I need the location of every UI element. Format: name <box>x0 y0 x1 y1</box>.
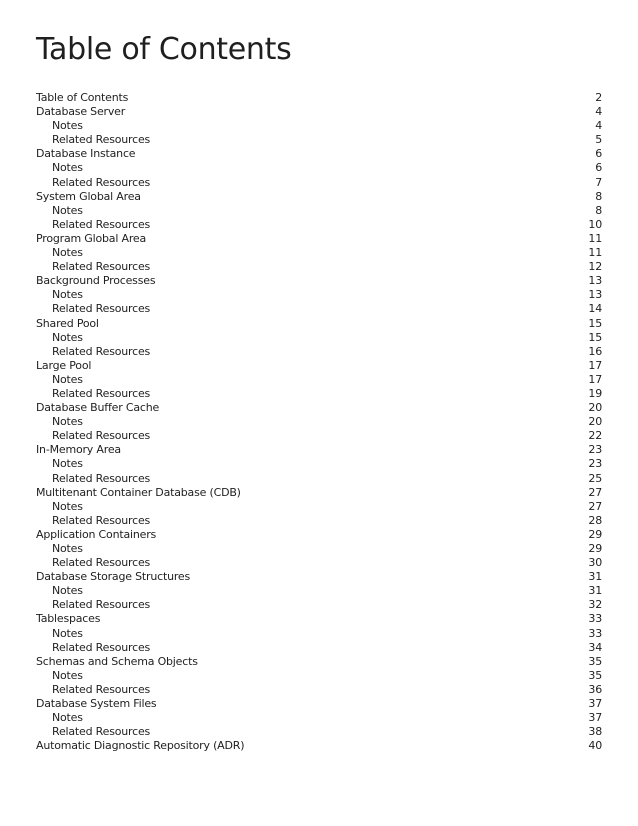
toc-entry-label: Notes <box>52 668 83 682</box>
toc-entry-label: Related Resources <box>52 133 151 147</box>
toc-entry-label: Notes <box>52 457 83 471</box>
toc-entry-label: Schemas and Schema Objects <box>36 654 198 668</box>
toc-entry-label: Background Processes <box>36 274 156 288</box>
toc-entry-label: Tablespaces <box>36 612 101 626</box>
toc-entry-label: Shared Pool <box>36 316 99 330</box>
toc-entry-label: Notes <box>52 288 83 302</box>
toc-page-number: 37 <box>588 711 602 725</box>
toc-page-number: 36 <box>588 682 602 696</box>
toc-page-number: 8 <box>595 203 602 217</box>
toc-page-number: 31 <box>588 584 602 598</box>
toc-page-number: 33 <box>588 626 602 640</box>
toc-subentry[interactable] <box>36 161 602 175</box>
toc-entry-label: Table of Contents <box>36 91 129 104</box>
toc-entry-label: Related Resources <box>52 725 151 739</box>
toc-page-number: 8 <box>595 189 602 203</box>
toc-entry-label: Related Resources <box>52 556 151 570</box>
toc-page-number: 28 <box>588 513 602 527</box>
toc-entry[interactable] <box>36 486 602 500</box>
toc-entry[interactable] <box>36 147 602 161</box>
toc-page-number: 33 <box>588 612 602 626</box>
toc-subentry[interactable] <box>36 711 602 725</box>
toc-entry-label: Related Resources <box>52 302 151 316</box>
page-title: Table of Contents <box>36 32 292 67</box>
toc-entry[interactable] <box>36 91 602 105</box>
toc-page-number: 17 <box>588 358 602 372</box>
toc-page-number: 20 <box>588 415 602 429</box>
toc-entry-label: Notes <box>52 499 83 513</box>
toc-page-number: 27 <box>588 485 602 499</box>
toc-page-number: 30 <box>588 556 602 570</box>
toc-entry[interactable] <box>36 190 602 204</box>
toc-page-number: 6 <box>595 147 602 161</box>
toc-page-number: 20 <box>588 401 602 415</box>
toc-entry-label: Notes <box>52 542 83 555</box>
toc-entry-label: Related Resources <box>52 598 151 612</box>
toc-page-number: 16 <box>588 344 602 358</box>
toc-page-number: 17 <box>588 372 602 386</box>
toc-subentry[interactable] <box>36 457 602 471</box>
toc-entry[interactable] <box>36 739 602 753</box>
toc-page-number: 14 <box>588 302 602 316</box>
toc-page-number: 29 <box>588 527 602 541</box>
toc-entry-label: Notes <box>52 711 83 725</box>
toc-page-number: 15 <box>588 316 602 330</box>
toc-entry-label: Database Storage Structures <box>36 570 191 584</box>
toc-subentry[interactable] <box>36 429 602 443</box>
toc-entry-label: Notes <box>52 584 83 598</box>
toc-page-number: 25 <box>588 471 602 485</box>
toc-subentry[interactable] <box>36 302 602 316</box>
toc-entry-label: Program Global Area <box>36 231 147 245</box>
toc-entry[interactable] <box>36 232 602 246</box>
toc-entry-label: In-Memory Area <box>36 443 121 457</box>
toc-subentry[interactable] <box>36 260 602 274</box>
toc-subentry[interactable] <box>36 218 602 232</box>
toc-entry-label: Notes <box>52 415 83 429</box>
toc-page-number: 6 <box>595 161 602 175</box>
toc-entry-label: Related Resources <box>52 682 151 696</box>
toc-entry[interactable] <box>36 612 602 626</box>
toc-entry-label: Multitenant Container Database (CDB) <box>36 485 241 499</box>
toc-page-number: 5 <box>595 133 602 147</box>
toc-entry[interactable] <box>36 105 602 119</box>
toc-subentry[interactable] <box>36 176 602 190</box>
toc-page-number: 37 <box>588 697 602 711</box>
toc-entry-label: Related Resources <box>52 640 151 654</box>
toc-subentry[interactable] <box>36 133 602 147</box>
toc-subentry[interactable] <box>36 598 602 612</box>
toc-page-number: 29 <box>588 542 602 555</box>
toc-entry[interactable] <box>36 528 602 542</box>
toc-entry-label: Database Buffer Cache <box>36 401 160 415</box>
toc-entry-label: Database Server <box>36 105 126 119</box>
toc-entry-label: Related Resources <box>52 386 151 400</box>
toc-subentry[interactable] <box>36 345 602 359</box>
toc-entry-label: Notes <box>52 372 83 386</box>
toc-subentry[interactable] <box>36 500 602 514</box>
toc-page-number: 4 <box>595 105 602 119</box>
toc-page-number: 23 <box>588 457 602 471</box>
toc-entry-label: Database System Files <box>36 697 157 711</box>
toc-page-number: 27 <box>588 499 602 513</box>
toc-entry-label: Notes <box>52 626 83 640</box>
toc-subentry[interactable] <box>36 246 602 260</box>
toc-subentry[interactable] <box>36 204 602 218</box>
toc-entry-label: Related Resources <box>52 513 151 527</box>
toc-page-number: 19 <box>588 386 602 400</box>
toc-page-number: 31 <box>588 570 602 584</box>
toc-entry[interactable] <box>36 317 602 331</box>
toc-subentry[interactable] <box>36 373 602 387</box>
toc-entry-label: Notes <box>52 330 83 344</box>
toc-subentry[interactable] <box>36 556 602 570</box>
toc-subentry[interactable] <box>36 514 602 528</box>
toc-entry-label: Notes <box>52 161 83 175</box>
toc-page-number: 12 <box>588 260 602 274</box>
toc-entry-label: Related Resources <box>52 471 151 485</box>
toc-page-number: 23 <box>588 443 602 457</box>
toc-page-number: 11 <box>588 246 602 260</box>
toc-entry-label: Database Instance <box>36 147 136 161</box>
toc-subentry[interactable] <box>36 119 602 133</box>
toc-page-number: 10 <box>588 217 602 231</box>
toc-page-number: 2 <box>595 91 602 104</box>
toc-subentry[interactable] <box>36 584 602 598</box>
toc-page-number: 40 <box>588 739 602 753</box>
toc-entry-label: Notes <box>52 203 83 217</box>
toc-entry-label: Notes <box>52 246 83 260</box>
toc-page-number: 32 <box>588 598 602 612</box>
toc-entry-label: Related Resources <box>52 217 151 231</box>
toc-subentry[interactable] <box>36 331 602 345</box>
toc-subentry[interactable] <box>36 641 602 655</box>
toc-entry[interactable] <box>36 274 602 288</box>
toc-entry-label: Large Pool <box>36 358 92 372</box>
toc-page-number: 13 <box>588 274 602 288</box>
toc-subentry[interactable] <box>36 288 602 302</box>
toc-subentry[interactable] <box>36 387 602 401</box>
toc-subentry[interactable] <box>36 415 602 429</box>
toc-entry[interactable] <box>36 655 602 669</box>
toc-list <box>36 91 602 753</box>
toc-entry[interactable] <box>36 401 602 415</box>
toc-page-number: 13 <box>588 288 602 302</box>
toc-page-number: 15 <box>588 330 602 344</box>
toc-entry[interactable] <box>36 443 602 457</box>
toc-entry[interactable] <box>36 697 602 711</box>
toc-entry-label: Notes <box>52 119 83 133</box>
toc-subentry[interactable] <box>36 472 602 486</box>
toc-entry-label: Application Containers <box>36 527 157 541</box>
toc-page-number: 38 <box>588 725 602 739</box>
toc-page-number: 4 <box>595 119 602 133</box>
toc-entry-label: Related Resources <box>52 175 151 189</box>
toc-page-number: 35 <box>588 668 602 682</box>
toc-subentry[interactable] <box>36 627 602 641</box>
toc-entry-label: Related Resources <box>52 429 151 443</box>
toc-entry-label: Related Resources <box>52 260 151 274</box>
toc-subentry[interactable] <box>36 542 602 556</box>
toc-page-number: 34 <box>588 640 602 654</box>
toc-subentry[interactable] <box>36 669 602 683</box>
toc-subentry[interactable] <box>36 725 602 739</box>
toc-entry[interactable] <box>36 570 602 584</box>
toc-subentry[interactable] <box>36 683 602 697</box>
toc-page-number: 7 <box>595 175 602 189</box>
toc-entry-label: Automatic Diagnostic Repository (ADR) <box>36 739 245 753</box>
toc-page-number: 35 <box>588 654 602 668</box>
toc-entry-label: System Global Area <box>36 189 141 203</box>
toc-entry[interactable] <box>36 359 602 373</box>
toc-page-number: 11 <box>588 231 602 245</box>
toc-page-number: 22 <box>588 429 602 443</box>
toc-entry-label: Related Resources <box>52 344 151 358</box>
